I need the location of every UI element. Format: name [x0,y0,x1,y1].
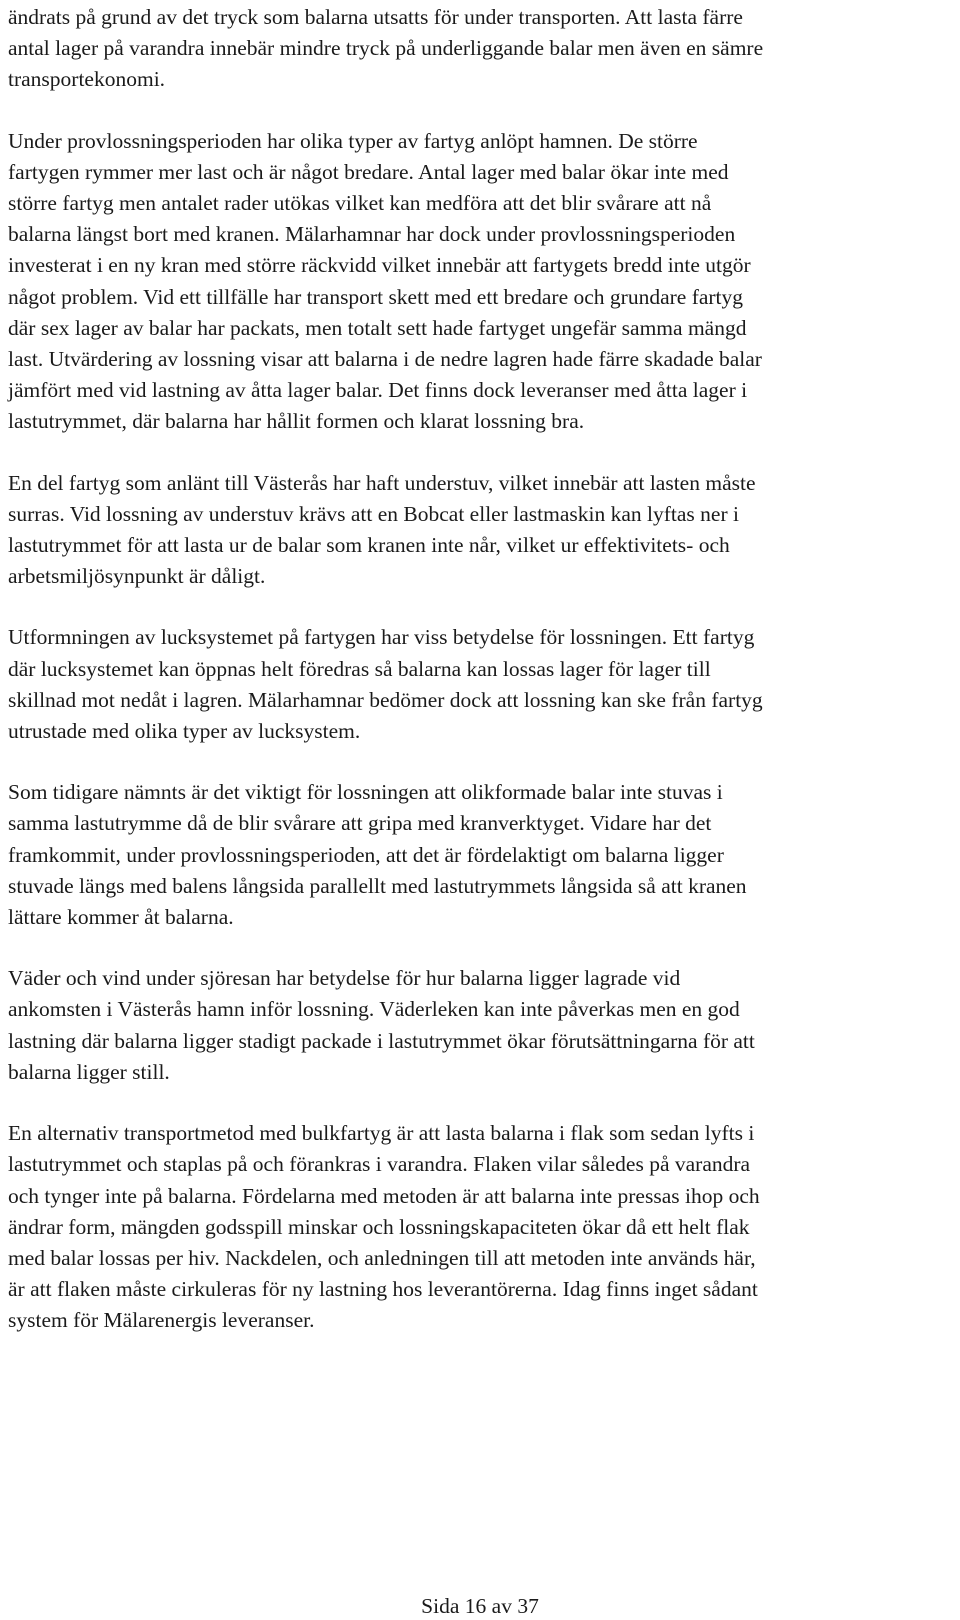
text-line: ändrats på grund av det tryck som balarna utsatts för under transporten. Att lasta färre [8,5,743,29]
text-line: antal lager på varandra innebär mindre tryck på underliggande balar men även en sämre [8,36,764,61]
text-line: lastutrymmet och staplas på och förankras i varandra. Flaken vilar således på varandra [8,1152,751,1177]
text-line: skillnad mot nedåt i lagren. Mälarhamnar bedömer dock att lossning kan ske från fartyg [8,687,763,712]
paragraph-5 [8,777,948,933]
text-line: lastutrymmet för att lasta ur de balar som kranen inte når, vilket ur effektivitets- och [8,533,730,558]
paragraph-3 [8,468,948,593]
text-line: ankomsten i Västerås hamn inför lossning. Väderleken kan inte påverkas men en god [8,997,740,1022]
text-line: framkommit, under provlossningsperioden, att det är fördelaktigt om balarna ligger [8,842,724,867]
text-line: där sex lager av balar har packats, men totalt sett hade fartyget ungefär samma mängd [8,315,747,340]
text-line: surras. Vid lossning av understuv krävs att en Bobcat eller lastmaskin kan lyftas ner i [8,501,739,526]
text-line: och tynger inte på balarna. Fördelarna med metoden är att balarna inte pressas ihop och [8,1183,760,1208]
text-line: ändrar form, mängden godsspill minskar och lossningskapaciteten ökar då ett helt flak [8,1214,750,1239]
text-line: balarna längst bort med kranen. Mälarhamnar har dock under provlossningsperioden [8,222,736,247]
text-line: En alternativ transportmetod med bulkfartyg är att lasta balarna i flak som sedan lyfts i [8,1121,755,1146]
text-line: Under provlossningsperioden har olika typer av fartyg anlöpt hamnen. De större [8,128,698,153]
text-line: arbetsmiljösynpunkt är dåligt. [8,564,266,589]
text-line: Väder och vind under sjöresan har betydelse för hur balarna ligger lagrade vid [8,966,681,991]
paragraph-4 [8,622,948,747]
text-line: lastning där balarna ligger stadigt packade i lastutrymmet ökar förutsättningarna för att [8,1028,755,1053]
text-line: lastutrymmet, där balarna har hållit formen och klarat lossning bra. [8,409,585,434]
document-body [8,2,948,1367]
text-line: investerat i en ny kran med större räckvidd vilket innebär att fartygets bredd inte utgör [8,253,751,278]
text-line: med balar lossas per hiv. Nackdelen, och anledningen till att metoden inte används här, [8,1245,756,1270]
text-line: jämfört med vid lastning av åtta lager balar. Det finns dock leveranser med åtta lager i [8,378,748,403]
text-line: system för Mälarenergis leveranser. [8,1308,315,1333]
text-line: något problem. Vid ett tillfälle har transport skett med ett bredare och grundare fartyg [8,284,744,309]
text-line: där lucksystemet kan öppnas helt föredras så balarna kan lossas lager för lager till [8,656,711,681]
text-line: balarna ligger still. [8,1059,170,1084]
text-line: stuvade längs med balens långsida parallellt med lastutrymmets långsida så att kranen [8,873,747,898]
paragraph-7 [8,1118,948,1336]
text-line: fartygen rymmer mer last och är något bredare. Antal lager med balar ökar inte med [8,159,729,184]
text-line: är att flaken måste cirkuleras för ny lastning hos leverantörerna. Idag finns inget sådant [8,1277,758,1302]
text-line: last. Utvärdering av lossning visar att balarna i de nedre lagren hade färre skadade balar [8,347,762,372]
paragraph-2 [8,126,948,438]
text-line: transportekonomi. [8,67,166,92]
text-line: En del fartyg som anlänt till Västerås har haft understuv, vilket innebär att lasten måste [8,470,756,495]
paragraph-1 [8,2,948,96]
text-line: större fartyg men antalet rader utökas vilket kan medföra att det blir svårare att nå [8,191,712,216]
page-number-footer: Sida 16 av 37 [421,1594,539,1618]
text-line: lättare kommer åt balarna. [8,905,234,930]
text-line: Utformningen av lucksystemet på fartygen har viss betydelse för lossningen. Ett fartyg [8,625,755,650]
text-line: utrustade med olika typer av lucksystem. [8,719,361,744]
text-line: samma lastutrymme då de blir svårare att gripa med kranverktyget. Vidare har det [8,811,712,836]
paragraph-6 [8,963,948,1088]
text-line: Som tidigare nämnts är det viktigt för lossningen att olikformade balar inte stuvas i [8,780,723,805]
